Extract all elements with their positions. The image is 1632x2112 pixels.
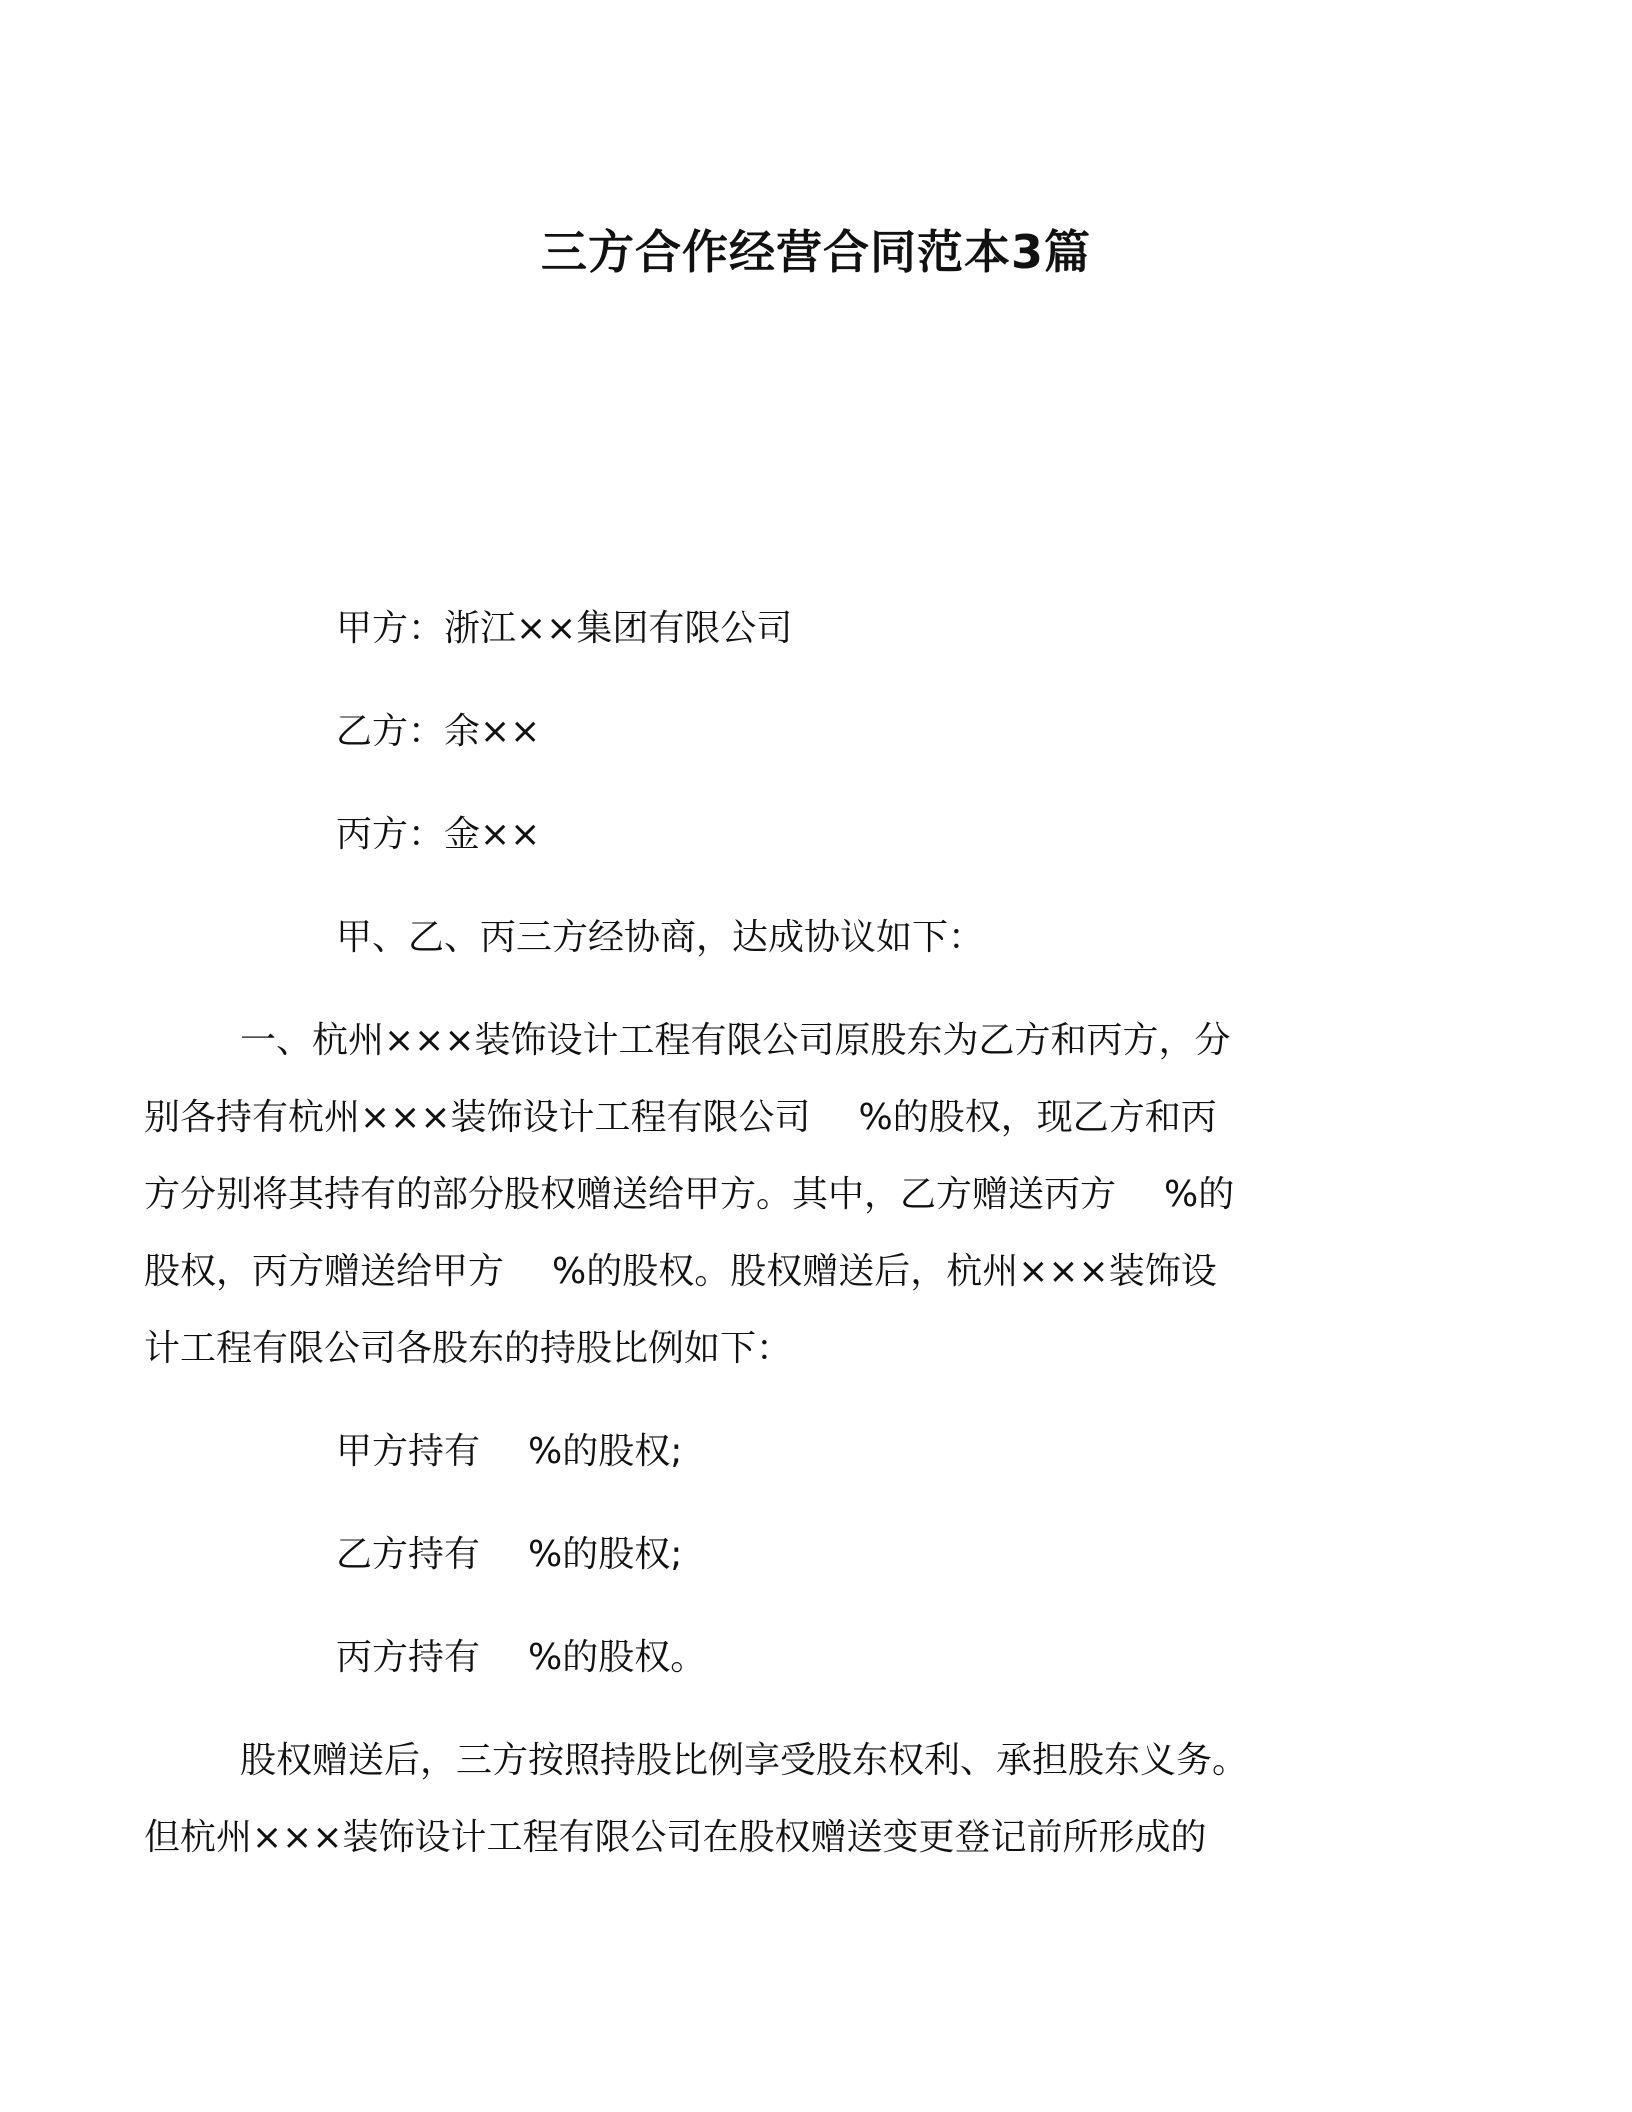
- share-a-suffix: %的股权;: [528, 1431, 683, 1472]
- party-a-line: 甲方：浙江××集团有限公司: [336, 608, 793, 649]
- share-a-line: [240, 1413, 1378, 1490]
- share-b-prefix: 乙方持有: [336, 1534, 481, 1575]
- clause-1-line-5: 计工程有限公司各股东的持股比例如下：: [144, 1328, 793, 1369]
- clause-1-line-3-a: 方分别将其持有的部分股权赠送给甲方。其中，乙方赠送丙方: [144, 1174, 1117, 1215]
- clause-after-line-2: 但杭州×××装饰设计工程有限公司在股权赠送变更登记前所形成的: [144, 1817, 1207, 1858]
- party-b-line: 乙方：余××: [336, 711, 541, 752]
- share-b-line: [240, 1516, 1378, 1593]
- clause-after-line-1: 股权赠送后，三方按照持股比例享受股东权利、承担股东义务。: [240, 1740, 1249, 1781]
- share-b-suffix: %的股权;: [528, 1534, 683, 1575]
- clause-1-line-2-b: %的股权，现乙方和丙: [858, 1097, 1217, 1138]
- clause-1-line-2-a: 别各持有杭州×××装饰设计工程有限公司: [144, 1097, 811, 1138]
- intro-line: 甲、乙、丙三方经协商，达成协议如下：: [336, 917, 985, 958]
- clause-1-line-4: [144, 1233, 1378, 1310]
- clause-1-line-4-b: %的股权。股权赠送后，杭州×××装饰设: [552, 1251, 1217, 1292]
- document-title: 三方合作经营合同范本3篇: [540, 225, 1091, 279]
- share-c-line: [240, 1619, 1378, 1696]
- clause-1-line-3: [144, 1156, 1378, 1233]
- party-c-line: 丙方：金××: [336, 814, 541, 855]
- clause-1-line-1: 一、杭州×××装饰设计工程有限公司原股东为乙方和丙方，分: [240, 1020, 1231, 1061]
- share-c-suffix: %的股权。: [528, 1637, 707, 1678]
- clause-1-line-2: [144, 1079, 1378, 1156]
- clause-1-line-4-a: 股权，丙方赠送给甲方: [144, 1251, 505, 1292]
- share-a-prefix: 甲方持有: [336, 1431, 481, 1472]
- clause-after-paragraph: [144, 1722, 1378, 1876]
- clause-1-line-3-b: %的: [1164, 1174, 1235, 1215]
- document-body: [144, 590, 1378, 1876]
- clause-1-paragraph: [144, 1002, 1378, 1387]
- share-c-prefix: 丙方持有: [336, 1637, 481, 1678]
